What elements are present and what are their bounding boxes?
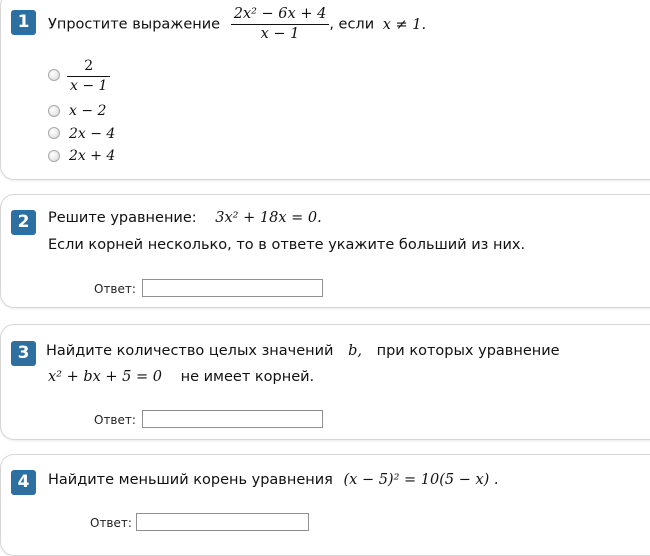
question-prefix: Решите уравнение: <box>48 210 197 226</box>
fraction-numerator: 2x² − 6x + 4 <box>231 5 330 25</box>
answer-input[interactable] <box>142 279 323 297</box>
question-number-badge: 2 <box>11 210 36 235</box>
question-card-3 <box>0 324 650 440</box>
expression-fraction <box>231 5 330 44</box>
option-radio-4[interactable] <box>48 150 60 162</box>
question-card-2 <box>0 194 650 308</box>
question-line-1 <box>48 210 322 226</box>
answer-input[interactable] <box>136 513 309 531</box>
option-radio-3[interactable] <box>48 127 60 139</box>
option-1 <box>67 57 110 96</box>
answer-label: Ответ: <box>94 413 136 427</box>
fraction-denominator: x − 1 <box>260 26 300 42</box>
answer-input[interactable] <box>142 410 323 428</box>
question-line-2: Если корней несколько, то в ответе укажите больший из них. <box>48 237 526 253</box>
option-radio-1[interactable] <box>48 69 60 81</box>
option-2: x − 2 <box>69 103 107 119</box>
question-text <box>48 5 426 44</box>
question-card-1 <box>0 0 650 180</box>
question-line-1 <box>46 343 566 359</box>
question-prefix: Упростите выражение <box>48 16 221 33</box>
equation: (x − 5)² = 10(5 − x) . <box>343 472 499 488</box>
question-prefix: Найдите меньший корень уравнения <box>48 472 333 488</box>
question-card-4 <box>0 454 650 556</box>
question-suffix: , если <box>329 16 375 33</box>
condition: x ≠ 1. <box>382 16 427 33</box>
question-prefix: Найдите количество целых значений <box>46 343 334 359</box>
question-number-badge: 4 <box>11 470 36 495</box>
question-number-badge: 1 <box>11 10 36 35</box>
question-suffix: не имеет корней. <box>180 369 315 385</box>
option-3: 2x − 4 <box>69 126 116 142</box>
question-text <box>48 472 499 488</box>
answer-label: Ответ: <box>90 516 132 530</box>
answer-label: Ответ: <box>94 282 136 296</box>
question-suffix: при которых уравнение <box>376 343 560 359</box>
equation: 3x² + 18x = 0. <box>215 210 322 226</box>
equation: x² + bx + 5 = 0 <box>48 369 163 385</box>
option-1-numerator: 2 <box>67 57 110 77</box>
question-number-badge: 3 <box>11 341 36 366</box>
option-radio-2[interactable] <box>48 105 60 117</box>
variable: b, <box>348 343 362 359</box>
option-1-fraction <box>67 57 110 96</box>
option-4: 2x + 4 <box>69 148 116 164</box>
option-1-denominator: x − 1 <box>70 78 108 94</box>
question-line-2 <box>48 369 314 385</box>
